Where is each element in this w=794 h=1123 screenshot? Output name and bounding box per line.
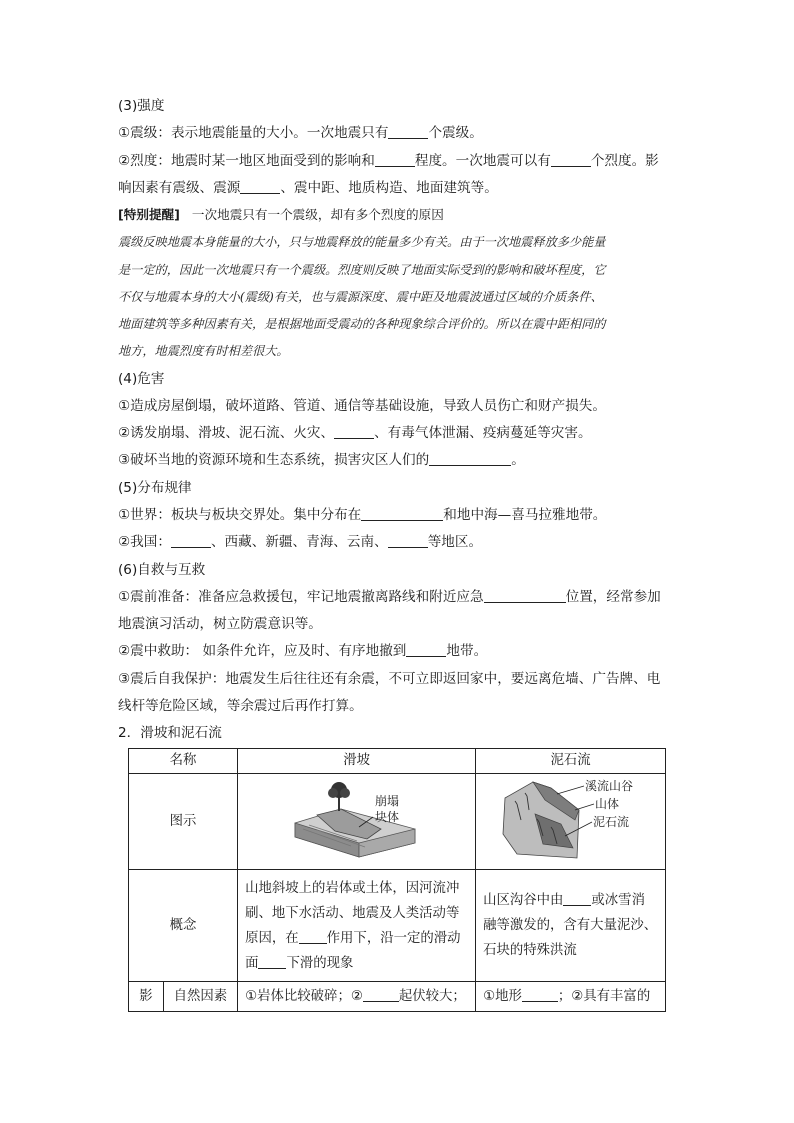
landslide-natural-factors: ①岩体比较破碎；② 起伏较大； — [238, 982, 476, 1012]
fill-blank[interactable] — [406, 642, 446, 657]
landslide-diagram — [287, 775, 427, 859]
fill-blank[interactable] — [429, 451, 511, 466]
tip-text-line: 震级反映地震本身能量的大小，只与地震释放的能量多少有关。由于一次地震释放多少能量 — [118, 235, 606, 249]
rescue-line-3: ②震中救助： 如条件允许，应及时、有序地撤到 地带。 — [118, 643, 488, 659]
rescue-line-1: ①震前准备：准备应急救援包，牢记地震撤离路线和附近应急 位置，经常参加 — [118, 589, 661, 605]
tip-text-line: 地面建筑等多种因素有关，是根据地面受震动的各种现象综合评价的。所以在震中距相同的 — [118, 317, 606, 331]
distribution-china: ②我国： 、西藏、新疆、青海、云南、 等地区。 — [118, 534, 483, 550]
section-3-heading: (3)强度 — [118, 98, 165, 114]
intensity-factors-line: 响因素有震级、震源 、震中距、地质构造、地面建筑等。 — [118, 180, 498, 196]
fill-blank[interactable] — [240, 179, 280, 194]
fill-blank[interactable] — [484, 588, 566, 603]
tip-text-line: 不仅与地震本身的大小(震级)有关，也与震源深度、震中距及地震波通过区域的介质条件、 — [118, 290, 603, 304]
row-label-diagram: 图示 — [129, 774, 238, 870]
table-header-row — [129, 749, 666, 774]
fill-blank[interactable] — [563, 891, 591, 906]
fill-blank[interactable] — [375, 152, 415, 167]
hazard-line-3: ③破坏当地的资源环境和生态系统，损害灾区人们的 。 — [118, 452, 525, 468]
debris-flow-diagram — [491, 774, 651, 860]
row-label-factor: 影 — [129, 982, 164, 1012]
special-tip-heading: [特别提醒] 一次地震只有一个震级，却有多个烈度的原因 — [118, 207, 444, 222]
section-5-heading: (5)分布规律 — [118, 480, 192, 496]
fill-blank[interactable] — [388, 124, 428, 139]
table-row-diagram — [129, 774, 666, 870]
rescue-line-4: ③震后自我保护：地震发生后往往还有余震，不可立即返回家中，要远离危墙、广告牌、电 — [118, 671, 661, 687]
debris-label-3: 泥石流 — [592, 815, 629, 829]
debris-natural-factors: ①地形 ；②具有丰富的 — [476, 982, 666, 1012]
fill-blank[interactable] — [551, 152, 591, 167]
landslide-label-2: 块体 — [374, 810, 399, 824]
fill-blank[interactable] — [363, 987, 399, 1002]
hazard-line-1: ①造成房屋倒塌，破坏道路、管道、通信等基础设施，导致人员伤亡和财产损失。 — [118, 398, 606, 414]
section-2-heading: 2．滑坡和泥石流 — [118, 725, 222, 741]
tip-text-line: 是一定的，因此一次地震只有一个震级。烈度则反映了地面实际受到的影响和破坏程度，它 — [118, 263, 606, 277]
fill-blank[interactable] — [361, 506, 443, 521]
table-row-concept — [129, 870, 666, 982]
distribution-world: ①世界：板块与板块交界处。集中分布在 和地中海—喜马拉雅地带。 — [118, 507, 607, 523]
section-6-heading: (6)自救与互救 — [118, 562, 206, 578]
table-row-natural-factors — [129, 982, 666, 1012]
fill-blank[interactable] — [258, 954, 286, 969]
magnitude-line: ①震级：表示地震能量的大小。一次地震只有 个震级。 — [118, 125, 483, 141]
hazard-line-2: ②诱发崩塌、滑坡、泥石流、火灾、 、有毒气体泄漏、疫病蔓延等灾害。 — [118, 425, 592, 441]
landslide-diagram-cell — [238, 774, 476, 870]
header-debris-flow: 泥石流 — [476, 749, 666, 774]
intensity-line: ②烈度：地震时某一地区地面受到的影响和 程度。一次地震可以有 个烈度。影 — [118, 153, 659, 169]
landslide-debris-table — [128, 748, 666, 1012]
debris-flow-diagram-cell — [476, 774, 666, 870]
debris-label-1: 溪流山谷 — [584, 779, 633, 793]
debris-label-2: 山体 — [594, 797, 619, 811]
fill-blank[interactable] — [171, 533, 211, 548]
header-name: 名称 — [129, 749, 238, 774]
landslide-label-1: 崩塌 — [374, 794, 399, 808]
fill-blank[interactable] — [299, 929, 327, 944]
section-4-heading: (4)危害 — [118, 371, 165, 387]
tip-text-line: 地方，地震烈度有时相差很大。 — [118, 344, 289, 358]
row-label-concept: 概念 — [129, 870, 238, 982]
fill-blank[interactable] — [388, 533, 428, 548]
landslide-concept: 山地斜坡上的岩体或土体，因河流冲 刷、地下水活动、地震及人类活动等 原因，在 作用下，沿一定的滑动 面 下滑的现象 — [238, 870, 476, 982]
fill-blank[interactable] — [522, 987, 558, 1002]
debris-flow-concept: 山区沟谷中由 或冰雪消 融等激发的，含有大量泥沙、 石块的特殊洪流 — [476, 870, 666, 982]
rescue-line-5: 线杆等危险区域，等余震过后再作打算。 — [118, 698, 363, 714]
fill-blank[interactable] — [334, 424, 374, 439]
header-landslide: 滑坡 — [238, 749, 476, 774]
row-label-natural: 自然因素 — [163, 982, 237, 1012]
rescue-line-2: 地震演习活动，树立防震意识等。 — [118, 616, 322, 632]
